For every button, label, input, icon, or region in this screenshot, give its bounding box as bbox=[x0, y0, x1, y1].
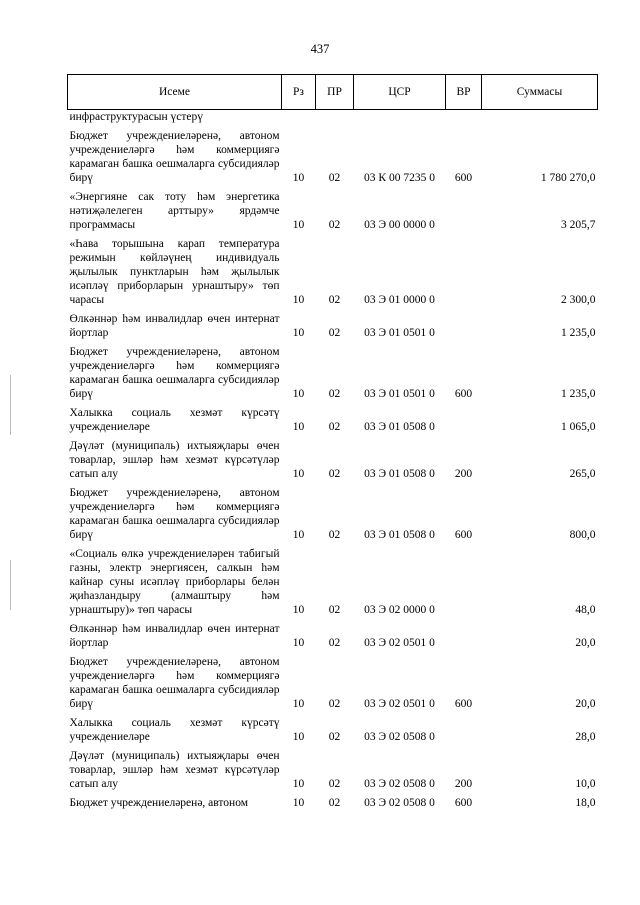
table-row bbox=[68, 437, 598, 484]
row-name: Дәүләт (муниципаль) ихтыяҗлары өчен товарлар, эшләр һәм хезмәт күрсәтүләр сатып алу bbox=[69, 750, 280, 790]
row-sum: 20,0 bbox=[575, 637, 596, 649]
row-name: инфраструктурасын үстерү bbox=[69, 111, 203, 123]
table-header-row bbox=[68, 75, 598, 110]
table-row bbox=[68, 545, 598, 620]
row-rz: 10 bbox=[292, 637, 305, 649]
table-row bbox=[68, 404, 598, 437]
budget-table bbox=[67, 74, 598, 813]
row-vr bbox=[446, 620, 482, 653]
row-sum: 3 205,7 bbox=[561, 219, 596, 231]
row-sum: 1 065,0 bbox=[561, 421, 596, 433]
row-pr: 02 bbox=[328, 637, 341, 649]
row-pr bbox=[316, 110, 354, 128]
row-rz: 10 bbox=[292, 172, 305, 184]
row-name: Өлкәннәр һәм инвалидлар өчен интернат йортлар bbox=[69, 623, 280, 649]
row-name: Халыкка социаль хезмәт күрсәтү учреждениеләре bbox=[69, 717, 280, 743]
row-sum: 28,0 bbox=[575, 731, 596, 743]
row-vr: 600 bbox=[454, 698, 473, 710]
table-row bbox=[68, 714, 598, 747]
row-vr: 600 bbox=[454, 172, 473, 184]
row-rz: 10 bbox=[292, 421, 305, 433]
row-sum: 800,0 bbox=[569, 529, 596, 541]
row-vr bbox=[446, 110, 482, 128]
row-csr: 03 Э 01 0501 0 bbox=[364, 388, 435, 400]
row-rz: 10 bbox=[292, 797, 305, 809]
row-sum: 20,0 bbox=[575, 698, 596, 710]
table-row bbox=[68, 484, 598, 545]
row-pr: 02 bbox=[328, 219, 341, 231]
table-row bbox=[68, 235, 598, 310]
row-pr: 02 bbox=[328, 421, 341, 433]
row-csr: 03 Э 00 0000 0 bbox=[364, 219, 435, 231]
header-name: Исеме bbox=[68, 75, 282, 110]
row-csr: 03 Э 02 0508 0 bbox=[364, 778, 435, 790]
row-sum: 265,0 bbox=[569, 468, 596, 480]
row-sum: 18,0 bbox=[575, 797, 596, 809]
row-vr bbox=[446, 235, 482, 310]
row-sum: 48,0 bbox=[575, 604, 596, 616]
header-pr: ПР bbox=[316, 75, 354, 110]
row-vr bbox=[446, 545, 482, 620]
row-name: Дәүләт (муниципаль) ихтыяҗлары өчен товарлар, эшләр һәм хезмәт күрсәтүләр сатып алу bbox=[69, 440, 280, 480]
row-pr: 02 bbox=[328, 468, 341, 480]
row-vr bbox=[446, 714, 482, 747]
row-rz: 10 bbox=[292, 327, 305, 339]
row-name: Бюджет учреждениеләренә, автоном bbox=[69, 797, 249, 809]
row-vr: 200 bbox=[454, 468, 473, 480]
row-csr: 03 К 00 7235 0 bbox=[364, 172, 435, 184]
row-pr: 02 bbox=[328, 327, 341, 339]
row-rz: 10 bbox=[292, 778, 305, 790]
row-rz: 10 bbox=[292, 731, 305, 743]
row-rz: 10 bbox=[292, 219, 305, 231]
row-sum: 10,0 bbox=[575, 778, 596, 790]
header-rz: Рз bbox=[282, 75, 316, 110]
header-sum: Суммасы bbox=[482, 75, 598, 110]
row-sum: 1 780 270,0 bbox=[540, 172, 596, 184]
table-row bbox=[68, 188, 598, 235]
table-row bbox=[68, 310, 598, 343]
table-row bbox=[68, 653, 598, 714]
row-csr: 03 Э 02 0508 0 bbox=[364, 731, 435, 743]
row-csr: 03 Э 02 0501 0 bbox=[364, 698, 435, 710]
row-rz: 10 bbox=[292, 388, 305, 400]
page-number: 437 bbox=[310, 42, 330, 56]
row-pr: 02 bbox=[328, 797, 341, 809]
scan-edge-mark bbox=[10, 375, 11, 435]
row-pr: 02 bbox=[328, 388, 341, 400]
row-csr: 03 Э 02 0000 0 bbox=[364, 604, 435, 616]
row-name: Бюджет учреждениеләренә, автоном учреждениеләргә һәм коммерциягә карамаган башка оешмаларга субсидияләр бирү bbox=[69, 346, 280, 400]
row-sum: 2 300,0 bbox=[561, 294, 596, 306]
row-csr: 03 Э 01 0508 0 bbox=[364, 468, 435, 480]
row-name: Халыкка социаль хезмәт күрсәтү учреждениеләре bbox=[69, 407, 280, 433]
row-csr: 03 Э 01 0000 0 bbox=[364, 294, 435, 306]
row-name: Бюджет учреждениеләренә, автоном учреждениеләргә һәм коммерциягә карамаган башка оешмаларга субсидияләр бирү bbox=[69, 130, 280, 184]
row-pr: 02 bbox=[328, 294, 341, 306]
row-rz: 10 bbox=[292, 604, 305, 616]
row-pr: 02 bbox=[328, 698, 341, 710]
row-vr: 600 bbox=[454, 529, 473, 541]
header-vr: ВР bbox=[446, 75, 482, 110]
row-csr: 03 Э 01 0508 0 bbox=[364, 421, 435, 433]
row-name: Бюджет учреждениеләренә, автоном учреждениеләргә һәм коммерциягә карамаган башка оешмаларга субсидияләр бирү bbox=[69, 487, 280, 541]
header-csr: ЦСР bbox=[354, 75, 446, 110]
row-rz: 10 bbox=[292, 294, 305, 306]
row-rz: 10 bbox=[292, 529, 305, 541]
table-row bbox=[68, 127, 598, 188]
row-csr: 03 Э 01 0508 0 bbox=[364, 529, 435, 541]
row-vr: 600 bbox=[454, 388, 473, 400]
row-csr: 03 Э 02 0501 0 bbox=[364, 637, 435, 649]
row-sum: 1 235,0 bbox=[561, 327, 596, 339]
row-csr: 03 Э 01 0501 0 bbox=[364, 327, 435, 339]
table-row bbox=[68, 343, 598, 404]
row-pr: 02 bbox=[328, 731, 341, 743]
row-pr: 02 bbox=[328, 604, 341, 616]
table-row bbox=[68, 747, 598, 794]
table-row bbox=[68, 794, 598, 813]
row-vr bbox=[446, 310, 482, 343]
row-name: «Социаль өлкә учреждениеләрен табигый газны, электр энергиясен, салкын һәм кайнар суны исәпләү приборлары белән җиһазландыру (алмаштыру һәм урнаштыру)» төп чарасы bbox=[69, 548, 280, 616]
scan-edge-mark bbox=[10, 560, 11, 610]
row-pr: 02 bbox=[328, 778, 341, 790]
row-pr: 02 bbox=[328, 529, 341, 541]
row-name: Бюджет учреждениеләренә, автоном учреждениеләргә һәм коммерциягә карамаган башка оешмаларга субсидияләр бирү bbox=[69, 656, 280, 710]
row-rz: 10 bbox=[292, 468, 305, 480]
table-row bbox=[68, 620, 598, 653]
row-csr bbox=[354, 110, 446, 128]
row-sum: 1 235,0 bbox=[561, 388, 596, 400]
row-rz: 10 bbox=[292, 698, 305, 710]
row-name: «Һава торышына карап температура режимын көйләүнең индивидуаль җылылык пунктларын һәм җылылык исәпләү приборларын урнаштыру» төп чарасы bbox=[69, 238, 280, 306]
row-vr bbox=[446, 188, 482, 235]
row-rz bbox=[282, 110, 316, 128]
row-vr bbox=[446, 404, 482, 437]
row-csr: 03 Э 02 0508 0 bbox=[364, 797, 435, 809]
row-name: «Энергияне сак тоту һәм энергетика нәтиҗәлелеген арттыру» ярдәмче программасы bbox=[69, 191, 280, 231]
row-vr: 600 bbox=[454, 797, 473, 809]
row-vr: 200 bbox=[454, 778, 473, 790]
table-row bbox=[68, 110, 598, 128]
row-sum bbox=[482, 110, 598, 128]
row-name: Өлкәннәр һәм инвалидлар өчен интернат йортлар bbox=[69, 313, 280, 339]
row-pr: 02 bbox=[328, 172, 341, 184]
